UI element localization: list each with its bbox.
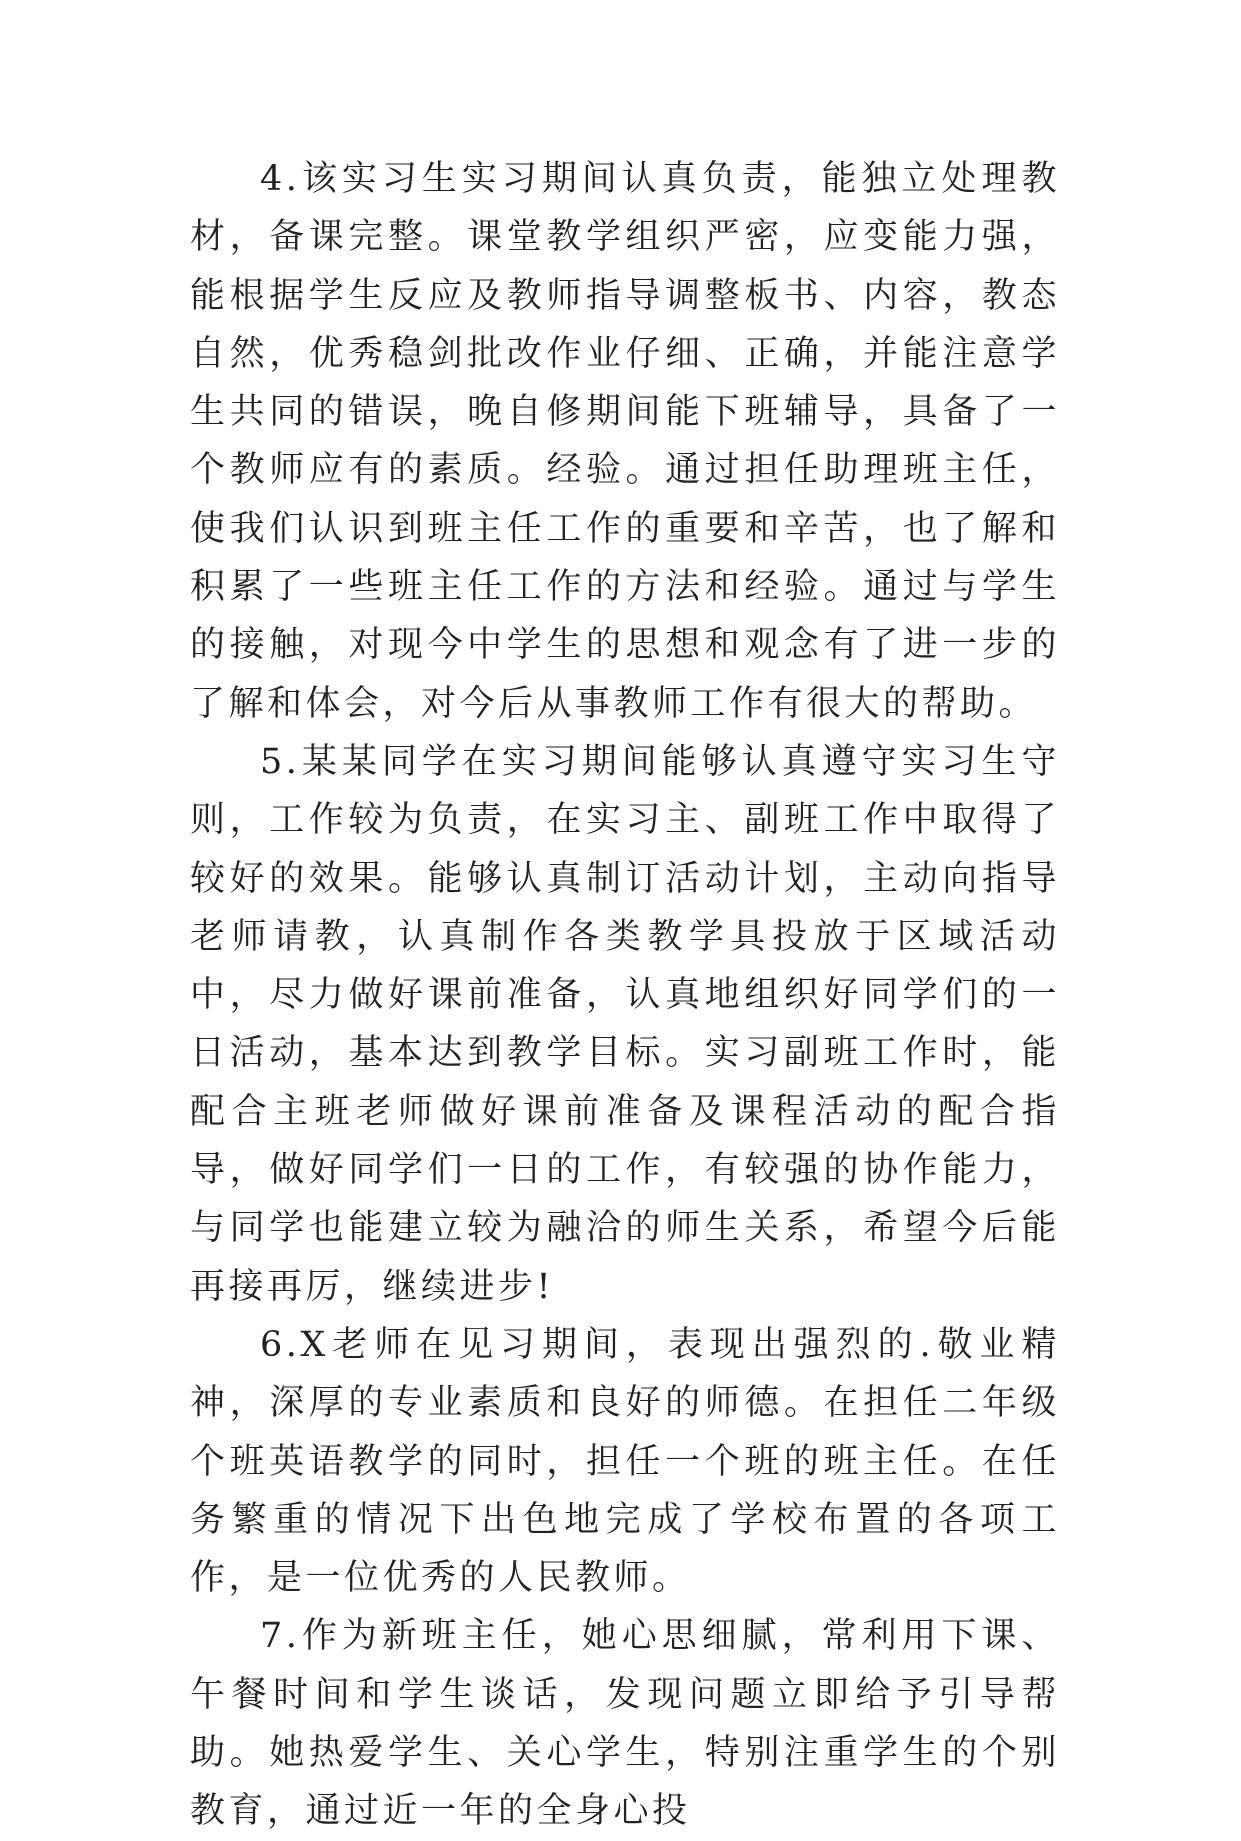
paragraph-item-4: 4.该实习生实习期间认真负责，能独立处理教材，备课完整。课堂教学组织严密，应变能力强，能根据学生反应及教师指导调整板书、内容，教态自然，优秀稳剑批改作业仔细、正确，并能注意学生共同的错误，晚自修期间能下班辅导，具备了一个教师应有的素质。经验。通过担任助理班主任，使我们认识到班主任工作的重要和辛苦，也了解和积累了一些班主任工作的方法和经验。通过与学生的接触，对现今中学生的思想和观念有了进一步的了解和体会，对今后从事教师工作有很大的帮助。: [190, 159, 1060, 724]
paragraph-item-6: 6.X老师在见习期间，表现出强烈的.敬业精神，深厚的专业素质和良好的师德。在担任二年级个班英语教学的同时，担任一个班的班主任。在任务繁重的情况下出色地完成了学校布置的各项工作，是一位优秀的人民教师。: [190, 1324, 1060, 1599]
document-page: [190, 150, 1060, 1841]
paragraph-item-5: 5.某某同学在实习期间能够认真遵守实习生守则，工作较为负责，在实习主、副班工作中取得了较好的效果。能够认真制订活动计划，主动向指导老师请教，认真制作各类教学具投放于区域活动中，尽力做好课前准备，认真地组织好同学们的一日活动，基本达到教学目标。实习副班工作时，能配合主班老师做好课前准备及课程活动的配合指导，做好同学们一日的工作，有较强的协作能力，与同学也能建立较为融洽的师生关系，希望今后能再接再厉，继续进步!: [190, 741, 1060, 1307]
paragraph-item-7: 7.作为新班主任，她心思细腻，常利用下课、午餐时间和学生谈话，发现问题立即给予引导帮助。她热爱学生、关心学生，特别注重学生的个别教育，通过近一年的全身心投: [190, 1616, 1060, 1832]
